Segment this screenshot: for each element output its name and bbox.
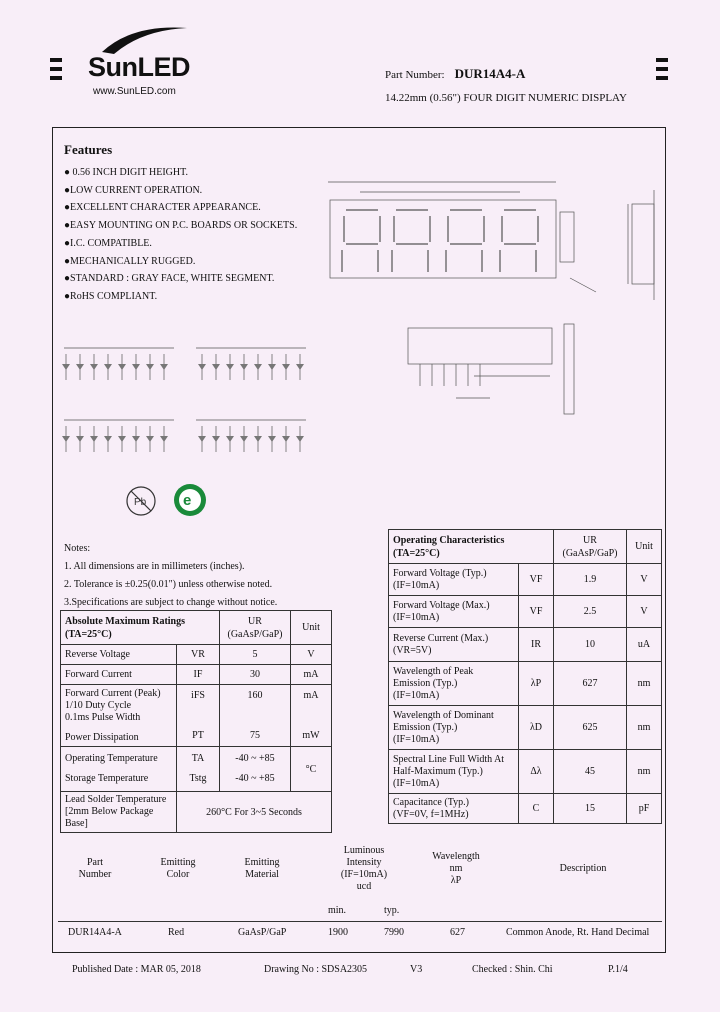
page-number: P.1/4	[608, 964, 628, 975]
feature-item: ●STANDARD : GRAY FACE, WHITE SEGMENT.	[64, 273, 275, 285]
op-param-cond: (VR=5V)	[393, 644, 432, 656]
abs-val: -40 ~ +85	[235, 773, 275, 784]
absolute-max-ratings-table	[60, 610, 332, 833]
col-lum-h2: Intensity	[346, 857, 382, 868]
row-wavelength: 627	[450, 927, 465, 938]
abs-val: 5	[220, 645, 291, 665]
notes-title: Notes:	[64, 543, 91, 554]
abs-sym: IF	[177, 665, 220, 685]
abs-param-cond: 0.1ms Pulse Width	[65, 711, 141, 723]
note-item: 3.Specifications are subject to change without notice.	[64, 597, 278, 608]
abs-sym: iFS	[191, 689, 205, 701]
note-item: 2. Tolerance is ±0.25(0.01") unless otherwise noted.	[64, 579, 273, 590]
solder-value: 260°C For 3~5 Seconds	[177, 792, 332, 833]
abs-unit: mA	[291, 665, 332, 685]
op-unit: uA	[627, 628, 662, 662]
abs-sym: VR	[177, 645, 220, 665]
op-sym: IR	[519, 628, 554, 662]
min-label: min.	[328, 905, 347, 916]
feature-item: ● 0.56 INCH DIGIT HEIGHT.	[64, 167, 188, 178]
version: V3	[410, 964, 423, 975]
op-param: Forward Voltage (Typ.)	[393, 567, 487, 579]
abs-title-cond: (TA=25°C)	[65, 628, 112, 640]
col-color-h2: Color	[166, 869, 190, 880]
feature-item: ●EASY MOUNTING ON P.C. BOARDS OR SOCKETS.	[64, 220, 298, 232]
solder-label: Lead Solder Temperature	[65, 794, 167, 805]
op-param: Wavelength of Dominant	[393, 709, 494, 721]
pb-free-icon	[124, 484, 158, 518]
col-wl-h2: nm	[449, 863, 463, 874]
features-title: Features	[64, 142, 113, 157]
abs-param: Storage Temperature	[65, 773, 149, 784]
brand-logo: SunLED	[88, 52, 190, 82]
op-sym: λD	[519, 706, 554, 750]
abs-val: 30	[220, 665, 291, 685]
abs-param: Power Dissipation	[65, 731, 139, 743]
col-lum-h3: (IF=10mA)	[340, 869, 388, 880]
col-color-h1: Emitting	[160, 857, 196, 868]
op-param: Spectral Line Full Width At	[393, 753, 505, 765]
abs-sym: Tstg	[189, 773, 207, 784]
op-val: 45	[554, 750, 627, 794]
abs-col-ur: UR	[248, 615, 262, 627]
abs-unit: mA	[303, 689, 319, 701]
op-val: 2.5	[554, 596, 627, 628]
svg-text:e: e	[183, 492, 192, 509]
col-wl-h3: λP	[450, 875, 462, 886]
col-description: Description	[559, 863, 607, 874]
op-unit: V	[627, 596, 662, 628]
op-sym: λP	[519, 662, 554, 706]
col-wavelength	[424, 851, 488, 887]
part-selection-table	[58, 845, 662, 945]
feature-item: ●I.C. COMPATIBLE.	[64, 237, 152, 249]
row-color: Red	[168, 927, 185, 938]
op-col-ur: UR	[583, 534, 597, 546]
col-emitting-color	[150, 857, 206, 881]
abs-val: 160	[247, 689, 263, 701]
op-val: 10	[554, 628, 627, 662]
package-front-drawing	[320, 160, 660, 310]
abs-sym: PT	[192, 729, 204, 741]
op-unit: nm	[627, 750, 662, 794]
feature-item: ●LOW CURRENT OPERATION.	[64, 184, 203, 196]
abs-col-material: (GaAsP/GaP)	[227, 628, 283, 640]
operating-characteristics-table	[388, 529, 662, 824]
note-item: 1. All dimensions are in millimeters (inches).	[64, 561, 245, 572]
drawing-number: Drawing No : SDSA2305	[264, 964, 368, 975]
row-part: DUR14A4-A	[68, 927, 122, 938]
col-emitting-material	[234, 857, 290, 881]
checked-by: Checked : Shin. Chi	[472, 964, 553, 975]
op-param-cond: Half-Maximum (Typ.)	[393, 765, 483, 777]
col-part-h2: Number	[78, 869, 112, 880]
col-part-number	[70, 857, 120, 881]
row-typ: 7990	[384, 927, 404, 938]
abs-param: Operating Temperature	[65, 753, 158, 764]
col-mat-h1: Emitting	[244, 857, 280, 868]
op-val: 625	[554, 706, 627, 750]
col-luminous-intensity	[334, 845, 394, 893]
col-lum-h1: Luminous	[343, 845, 385, 856]
right-bars-icon	[656, 58, 668, 85]
op-param-cond: Emission (Typ.)	[393, 721, 458, 733]
op-unit: pF	[627, 794, 662, 824]
op-param-cond: (IF=10mA)	[393, 579, 440, 591]
col-part-h1: Part	[86, 857, 104, 868]
part-number-label: Part Number:	[385, 69, 445, 81]
features-list	[64, 164, 297, 306]
op-param-cond: (IF=10mA)	[393, 777, 440, 789]
op-sym: Δλ	[519, 750, 554, 794]
svg-text:Pb: Pb	[134, 497, 147, 508]
op-param-cond: (IF=10mA)	[393, 689, 440, 701]
feature-item: ●EXCELLENT CHARACTER APPEARANCE.	[64, 202, 261, 214]
abs-val: 75	[250, 729, 260, 741]
feature-item: ●MECHANICALLY RUGGED.	[64, 255, 196, 267]
op-param-cond: Emission (Typ.)	[393, 677, 458, 689]
part-number: DUR14A4-A	[454, 66, 526, 81]
part-number-line	[385, 66, 525, 82]
col-mat-h2: Material	[245, 869, 279, 880]
op-col-unit: Unit	[627, 530, 662, 564]
op-param: Reverse Current (Max.)	[393, 632, 489, 644]
row-min: 1900	[328, 927, 348, 938]
op-val: 15	[554, 794, 627, 824]
col-lum-h4: ucd	[356, 881, 372, 892]
rohs-e-icon	[172, 482, 208, 518]
abs-sym: TA	[191, 753, 205, 764]
abs-unit: °C	[291, 747, 332, 792]
abs-unit: mW	[302, 729, 320, 741]
op-param-cond: (VF=0V, f=1MHz)	[393, 808, 469, 820]
abs-param: Forward Current	[61, 665, 177, 685]
notes	[64, 540, 277, 612]
table-divider	[58, 921, 662, 922]
op-unit: V	[627, 564, 662, 596]
typ-label: typ.	[384, 905, 400, 916]
feature-item: ●RoHS COMPLIANT.	[64, 290, 158, 302]
internal-circuit-diagram	[56, 320, 326, 470]
abs-param-cond: 1/10 Duty Cycle	[65, 699, 132, 711]
abs-col-unit: Unit	[291, 611, 332, 645]
op-param: Capacitance (Typ.)	[393, 796, 469, 808]
op-title-cond: (TA=25°C)	[393, 547, 440, 559]
brand-url: www.SunLED.com	[93, 86, 176, 97]
op-sym: VF	[519, 596, 554, 628]
abs-unit: V	[291, 645, 332, 665]
abs-param: Forward Current (Peak)	[65, 687, 161, 699]
op-unit: nm	[627, 706, 662, 750]
op-param-cond: (IF=10mA)	[393, 611, 440, 623]
abs-title: Absolute Maximum Ratings	[65, 615, 186, 627]
op-sym: VF	[519, 564, 554, 596]
row-material: GaAsP/GaP	[238, 927, 287, 938]
op-col-material: (GaAsP/GaP)	[562, 547, 618, 559]
package-side-drawing	[400, 318, 590, 418]
op-param: Forward Voltage (Max.)	[393, 599, 490, 611]
op-param-cond: (IF=10mA)	[393, 733, 440, 745]
op-unit: nm	[627, 662, 662, 706]
solder-label-cond: [2mm Below Package Base]	[65, 806, 154, 829]
op-param: Wavelength of Peak	[393, 665, 474, 677]
row-description: Common Anode, Rt. Hand Decimal	[506, 927, 650, 938]
op-val: 1.9	[554, 564, 627, 596]
published-date: Published Date : MAR 05, 2018	[72, 964, 201, 975]
op-sym: C	[519, 794, 554, 824]
abs-param: Reverse Voltage	[61, 645, 177, 665]
abs-val: -40 ~ +85	[235, 753, 275, 764]
product-subtitle: 14.22mm (0.56") FOUR DIGIT NUMERIC DISPLAY	[385, 92, 627, 104]
op-val: 627	[554, 662, 627, 706]
left-bars-icon	[50, 58, 62, 85]
op-title: Operating Characteristics	[393, 534, 505, 546]
col-wl-h1: Wavelength	[432, 851, 480, 862]
